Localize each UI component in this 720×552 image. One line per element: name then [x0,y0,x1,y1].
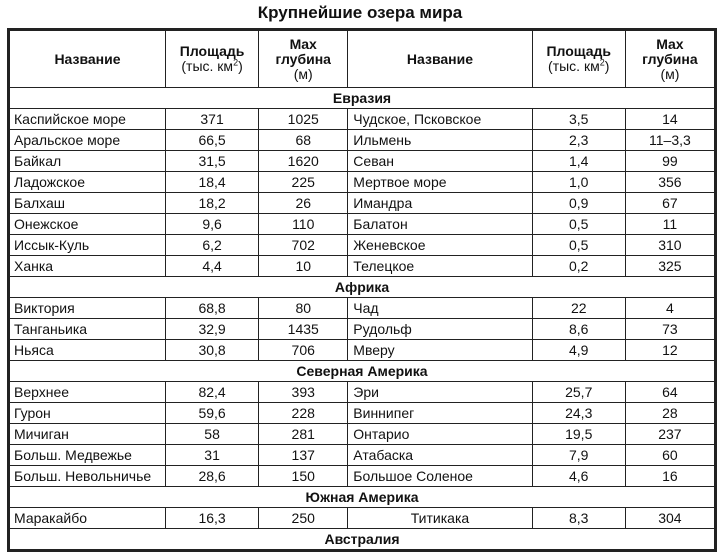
page-title: Крупнейшие озера мира [257,3,463,22]
region-row [10,88,715,109]
lake-depth-right: 237 [625,424,714,445]
table-row [10,403,715,424]
lake-area-right: 22 [532,298,625,319]
lake-name-right: Женевское [348,235,532,256]
lake-depth-left: 1025 [259,109,348,130]
table-row [10,214,715,235]
lake-name-right: Чудское, Псковское [348,109,532,130]
table-row [10,445,715,466]
lake-area-right: 4,9 [532,340,625,361]
lake-area-right: 3,5 [532,109,625,130]
lake-area-right: 0,2 [532,256,625,277]
lake-area-right: 0,9 [532,193,625,214]
lake-depth-right: 14 [625,109,714,130]
region-heading: Африка [10,277,715,298]
lake-name-right: Имандра [348,193,532,214]
header-depth-right: Max глубина (м) [625,31,714,88]
lake-area-right: 19,5 [532,424,625,445]
lake-name-left: Больш. Медвежье [10,445,166,466]
table-row [10,382,715,403]
lake-depth-right: 60 [625,445,714,466]
lake-area-left: 58 [165,424,258,445]
table-row [10,256,715,277]
lake-name-left: Иссык-Куль [10,235,166,256]
table-row [10,298,715,319]
lake-depth-left: 706 [259,340,348,361]
lake-area-left: 82,4 [165,382,258,403]
lake-area-left: 30,8 [165,340,258,361]
lake-area-left: 31 [165,445,258,466]
lake-name-left: Верхнее [10,382,166,403]
lake-name-right: Чад [348,298,532,319]
header-area-right: Площадь (тыс. $км^2$) [532,31,625,88]
lake-area-right: 0,5 [532,214,625,235]
lake-name-right: Телецкое [348,256,532,277]
lake-depth-left: 1620 [259,151,348,172]
region-row [10,277,715,298]
lake-depth-right: 304 [625,508,714,529]
lake-name-right: Виннипег [348,403,532,424]
header-area-left: Площадь (тыс. $км^2$) [165,31,258,88]
lake-depth-right: 64 [625,382,714,403]
lake-name-right: Большое Соленое [348,466,532,487]
lake-area-left: 18,4 [165,172,258,193]
table-row [10,109,715,130]
lake-area-right: 8,6 [532,319,625,340]
lake-name-left: Больш. Невольничье [10,466,166,487]
lake-depth-left: 228 [259,403,348,424]
lake-depth-left: 137 [259,445,348,466]
lake-name-right: Севан [348,151,532,172]
lake-name-left: Онежское [10,214,166,235]
lake-area-right: 7,9 [532,445,625,466]
lake-area-left: 66,5 [165,130,258,151]
lake-depth-right: 11 [625,214,714,235]
table-row [10,319,715,340]
table-row [10,508,715,529]
lake-area-left: 9,6 [165,214,258,235]
lake-area-left: 18,2 [165,193,258,214]
lake-name-right: Балатон [348,214,532,235]
lake-depth-left: 26 [259,193,348,214]
lake-depth-left: 110 [259,214,348,235]
lake-area-left: 32,9 [165,319,258,340]
lake-depth-right: 16 [625,466,714,487]
lake-area-left: 371 [165,109,258,130]
lake-depth-right: 356 [625,172,714,193]
lake-name-left: Гурон [10,403,166,424]
header-name-left: Название [10,31,166,88]
header-depth-left: Max глубина (м) [259,31,348,88]
lake-area-left: 6,2 [165,235,258,256]
lake-depth-left: 150 [259,466,348,487]
lake-area-right: 1,0 [532,172,625,193]
table-row [10,424,715,445]
lake-depth-left: 250 [259,508,348,529]
lake-area-left: 16,3 [165,508,258,529]
lake-area-right: 25,7 [532,382,625,403]
region-row [10,487,715,508]
table-row [10,172,715,193]
lake-area-left: 4,4 [165,256,258,277]
region-heading: Северная Америка [10,361,715,382]
lake-area-left: 68,8 [165,298,258,319]
lake-name-left: Аральское море [10,130,166,151]
lake-area-right: 24,3 [532,403,625,424]
region-heading: Австралия [10,529,715,550]
lake-depth-left: 281 [259,424,348,445]
lakes-table [9,30,715,550]
lake-name-right: Атабаска [348,445,532,466]
region-heading: Южная Америка [10,487,715,508]
lake-name-left: Виктория [10,298,166,319]
lake-area-right: 0,5 [532,235,625,256]
lake-name-right: Мверу [348,340,532,361]
lake-area-right: 1,4 [532,151,625,172]
table-row [10,466,715,487]
lake-depth-right: 28 [625,403,714,424]
table-row [10,193,715,214]
lake-name-right: Мертвое море [348,172,532,193]
table-row [10,130,715,151]
lake-name-left: Ладожское [10,172,166,193]
header-row [10,31,715,88]
lake-depth-left: 80 [259,298,348,319]
lake-depth-right: 12 [625,340,714,361]
lake-name-left: Каспийское море [10,109,166,130]
lake-depth-right: 325 [625,256,714,277]
lake-name-right: Рудольф [348,319,532,340]
lake-name-left: Мичиган [10,424,166,445]
region-row [10,361,715,382]
lake-depth-right: 310 [625,235,714,256]
lake-depth-right: 11–3,3 [625,130,714,151]
lake-area-left: 59,6 [165,403,258,424]
lake-name-left: Балхаш [10,193,166,214]
lake-depth-left: 393 [259,382,348,403]
lake-name-right: Онтарио [348,424,532,445]
lake-depth-right: 99 [625,151,714,172]
lake-depth-left: 702 [259,235,348,256]
lake-depth-right: 73 [625,319,714,340]
table-body [10,88,715,550]
lake-name-left: Ньяса [10,340,166,361]
table-row [10,340,715,361]
lake-depth-left: 1435 [259,319,348,340]
lake-name-right: Эри [348,382,532,403]
lake-depth-left: 68 [259,130,348,151]
lake-area-left: 28,6 [165,466,258,487]
lake-name-left: Ханка [10,256,166,277]
table-row [10,151,715,172]
lake-name-left: Танганьика [10,319,166,340]
lake-area-left: 31,5 [165,151,258,172]
lake-name-right: Титикака [348,508,532,529]
lake-depth-left: 225 [259,172,348,193]
region-row [10,529,715,550]
lake-name-right: Ильмень [348,130,532,151]
lake-depth-right: 4 [625,298,714,319]
lake-depth-right: 67 [625,193,714,214]
header-name-right: Название [348,31,532,88]
lake-name-left: Байкал [10,151,166,172]
lakes-table-wrapper [7,28,717,552]
lake-area-right: 8,3 [532,508,625,529]
lake-name-left: Маракайбо [10,508,166,529]
region-heading: Евразия [10,88,715,109]
lake-area-right: 4,6 [532,466,625,487]
lake-area-right: 2,3 [532,130,625,151]
lake-depth-left: 10 [259,256,348,277]
table-row [10,235,715,256]
